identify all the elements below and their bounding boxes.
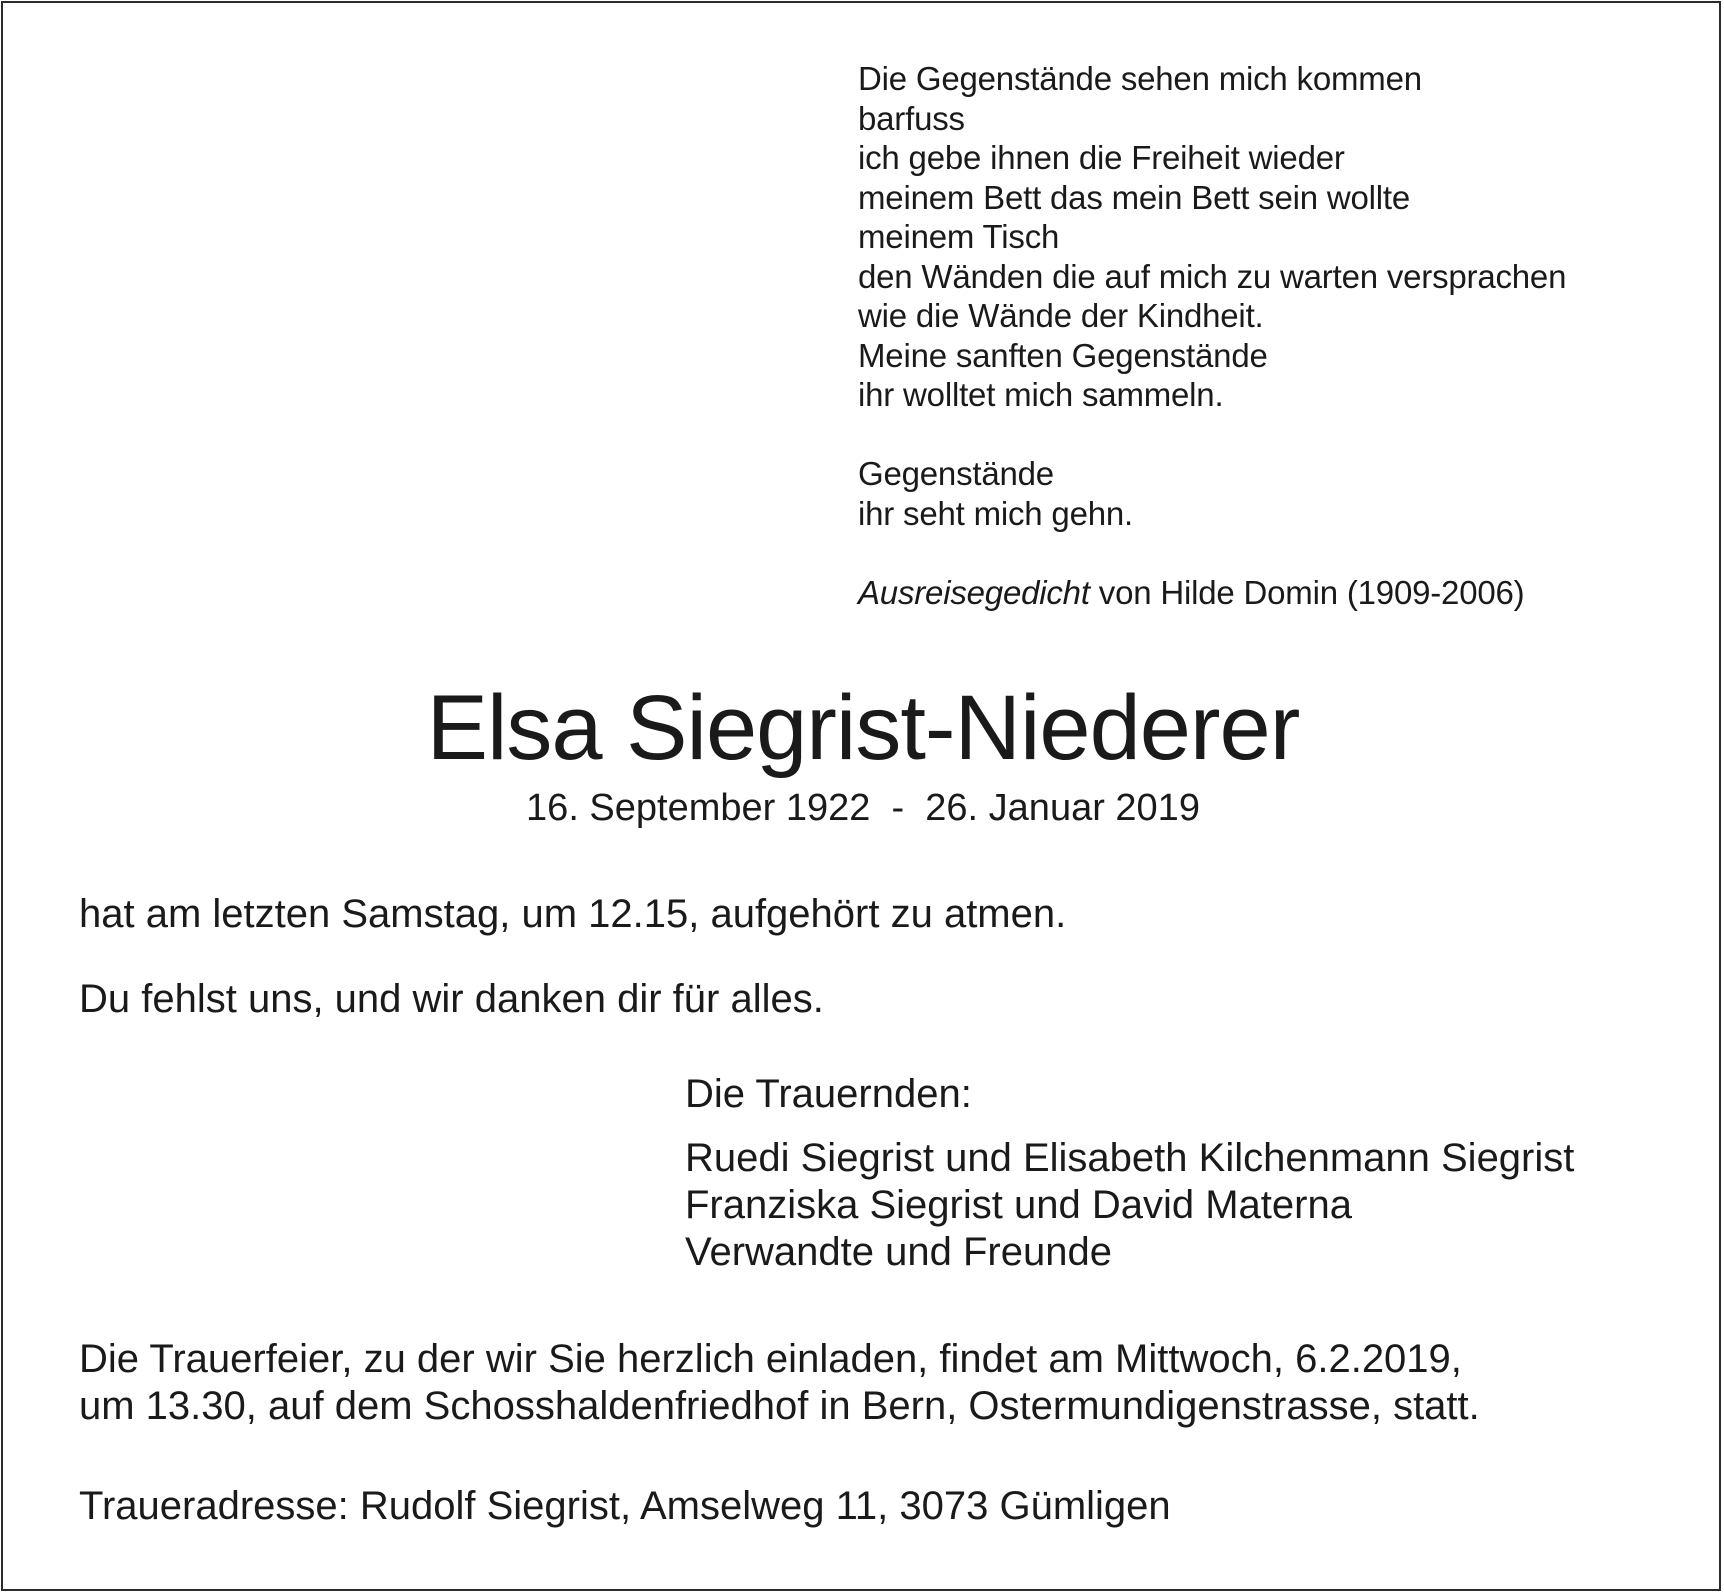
poem-line: ihr wolltet mich sammeln. [858,376,1224,413]
poem-line: Gegenstände [858,455,1054,492]
mourners-block [685,1071,1574,1276]
thanks-message: Du fehlst uns, und wir danken dir für alles. [79,977,824,1021]
poem-stanza-2 [858,454,1698,533]
mourner-entry: Ruedi Siegrist und Elisabeth Kilchenmann Siegrist [685,1136,1575,1180]
poem-attribution [858,573,1698,613]
poem-title: Ausreisegedicht [858,573,1090,611]
mourning-address: Traueradresse: Rudolf Siegrist, Amselweg 11, 3073 Gümligen [79,1484,1171,1528]
ceremony-info [79,1336,1480,1430]
deceased-name: Elsa Siegrist-Niederer [426,677,1300,779]
poem-line: ich gebe ihnen die Freiheit wieder [858,139,1345,176]
ceremony-line: um 13.30, auf dem Schosshaldenfriedhof in Bern, Ostermundigenstrasse, statt. [79,1384,1480,1428]
poem-line: ihr seht mich gehn. [858,494,1134,532]
poem-line: meinem Tisch [858,218,1060,255]
poem-author: von Hilde Domin (1909-2006) [1089,573,1525,611]
poem-stanza-1 [858,59,1698,415]
passing-message: hat am letzten Samstag, um 12.15, aufgehört zu atmen. [79,892,1067,936]
life-dates: 16. September 1922 - 26. Januar 2019 [526,787,1200,829]
poem-line: barfuss [858,99,965,137]
mourner-entry: Franziska Siegrist und David Materna [685,1183,1352,1227]
mourners-heading: Die Trauernden: [685,1072,972,1116]
poem-line: meinem Bett das mein Bett sein wollte [858,178,1411,216]
obituary-notice [1,1,1721,1591]
poem-line: den Wänden die auf mich zu warten versprachen [858,257,1567,295]
mourner-entry: Verwandte und Freunde [685,1230,1112,1274]
poem-line: wie die Wände der Kindheit. [858,297,1264,334]
poem-line: Die Gegenstände sehen mich kommen [858,60,1422,97]
poem-line: Meine sanften Gegenstände [858,336,1268,374]
ceremony-line: Die Trauerfeier, zu der wir Sie herzlich einladen, findet am Mittwoch, 6.2.2019, [79,1337,1462,1381]
poem [858,59,1698,612]
